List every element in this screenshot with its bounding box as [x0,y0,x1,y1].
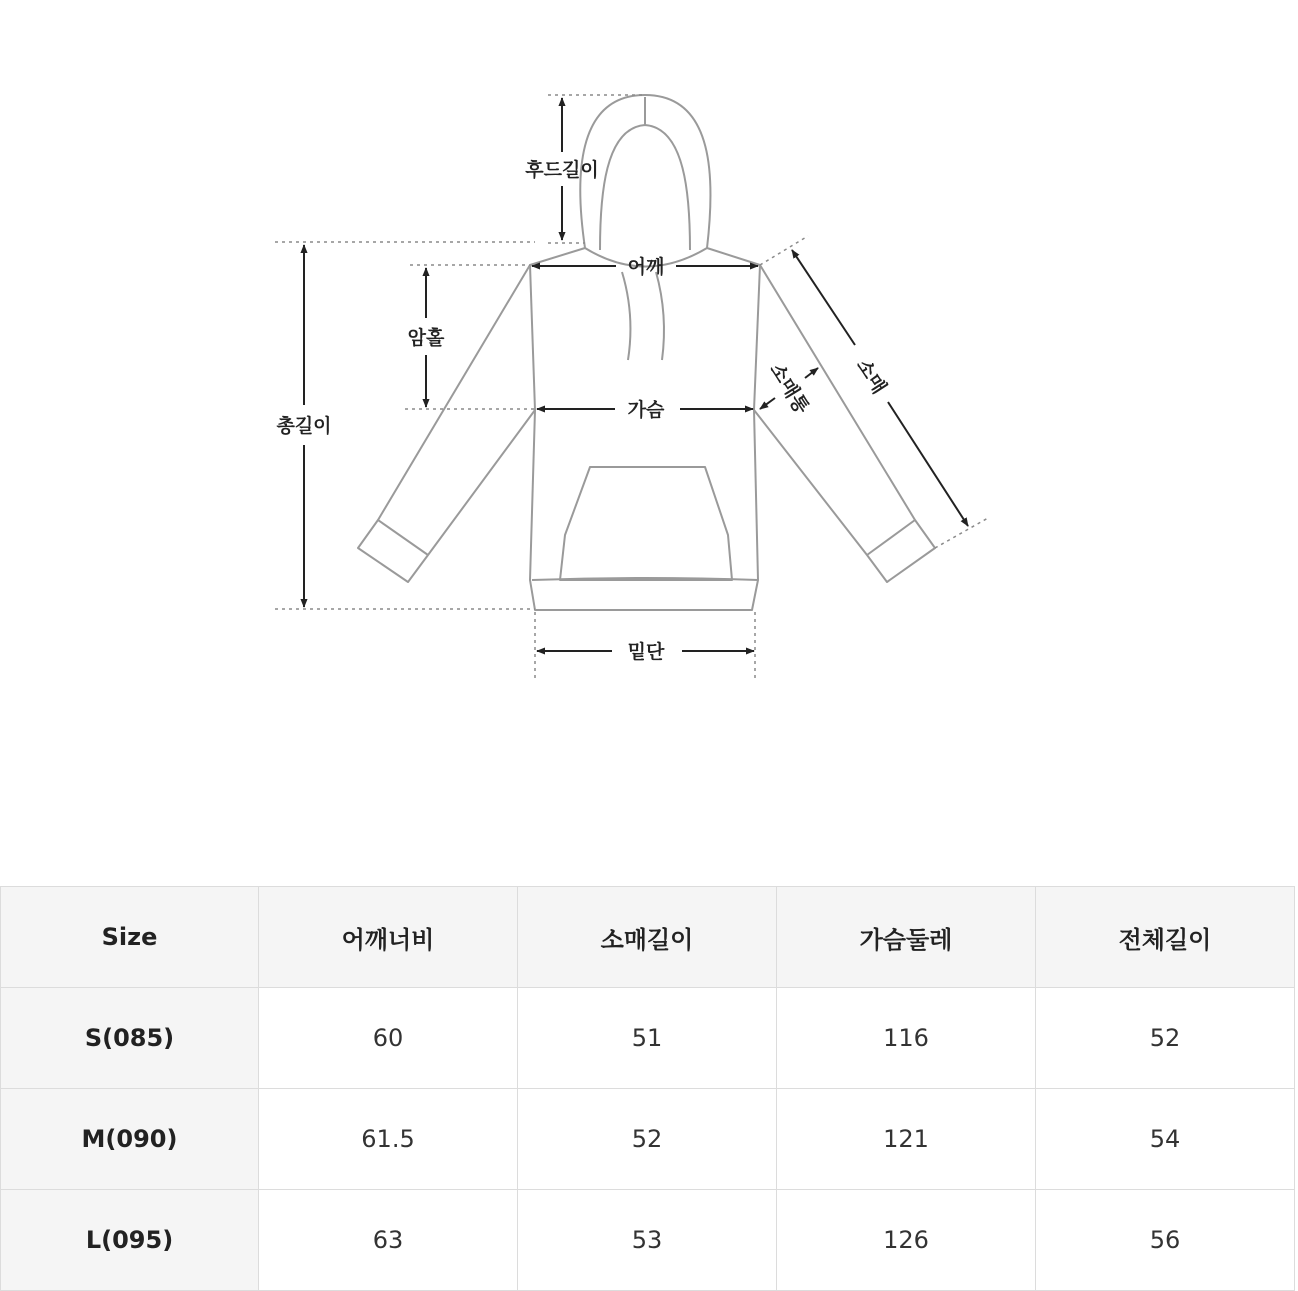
drawstring-left [622,272,630,360]
shoulder-width-cell: 61.5 [259,1089,518,1190]
sleeve-width-arrow [760,398,775,409]
label-armhole: 암홀 [407,327,445,349]
left-sleeve [358,265,535,582]
right-cuff [867,520,915,555]
label-shoulder: 어깨 [627,256,665,278]
header-row [1,887,1295,988]
table-row [1,988,1295,1089]
total-length-cell: 56 [1036,1190,1295,1291]
right-sleeve [754,265,935,582]
drawstring-right [656,272,664,360]
hoodie-body [530,265,760,610]
sleeve-arrow [792,250,855,345]
kangaroo-pocket [560,467,732,580]
label-sleeve-width: 소매통 [765,359,814,418]
hood-inner [600,125,690,250]
sleeve-length-cell: 53 [518,1190,777,1291]
shoulder-width-cell: 63 [259,1190,518,1291]
table-row [1,1089,1295,1190]
label-chest: 가슴 [627,399,665,421]
label-hem: 밑단 [627,641,665,663]
header-size: Size [1,887,259,988]
hoodie-outline [358,95,935,610]
chest-circumference-cell: 126 [777,1190,1036,1291]
sleeve-length-cell: 52 [518,1089,777,1190]
size-cell: M(090) [1,1089,259,1190]
label-sleeve: 소매 [851,355,891,398]
size-cell: S(085) [1,988,259,1089]
table-row [1,1190,1295,1291]
size-cell: L(095) [1,1190,259,1291]
chest-circumference-cell: 116 [777,988,1036,1089]
label-hood-length: 후드길이 [525,159,599,181]
shoulder-width-cell: 60 [259,988,518,1089]
size-table [0,886,1295,1291]
left-cuff [378,520,428,555]
total-length-cell: 54 [1036,1089,1295,1190]
header-total-length: 전체길이 [1036,887,1295,988]
total-length-cell: 52 [1036,988,1295,1089]
chest-circumference-cell: 121 [777,1089,1036,1190]
label-total-length: 총길이 [276,415,332,437]
header-shoulder-width: 어깨너비 [259,887,518,988]
sleeve-length-cell: 51 [518,988,777,1089]
size-table-body [1,988,1295,1291]
size-table-header [1,887,1295,988]
header-chest-circumference: 가슴둘레 [777,887,1036,988]
header-sleeve-length: 소매길이 [518,887,777,988]
